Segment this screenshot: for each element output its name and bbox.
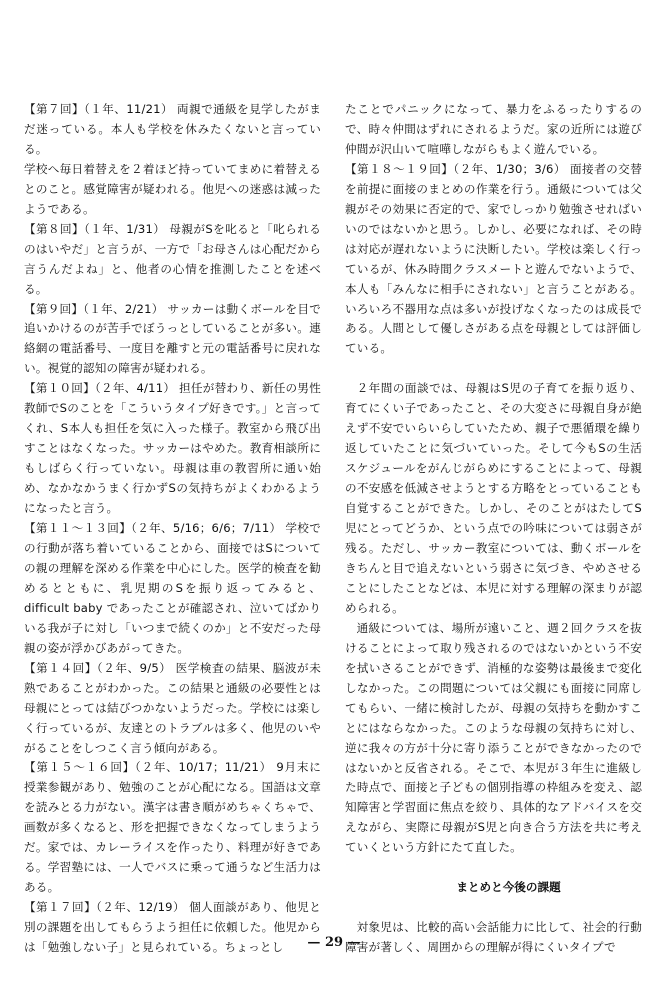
session-14-paragraph: 【第１４回】（２年、9/5） 医学検査の結果、脳波が未熟であることがわかった。この結果と通級の必要性とは母親にとっては結びつかないようだった。学校には楽しく行っているが、友達とのトラブルは多く、他児のいやがることをしつこく言う傾向がある。	[24, 660, 321, 755]
session-7-continued-paragraph: 学校へ毎日着替えを２着ほど持っていてまめに着替えるとのこと。感覚障害が疑われる。他児への迷惑は減ったようである。	[24, 161, 321, 216]
conclusion-paragraph: 対象児は、比較的高い会話能力に比して、社会的行動障害が著しく、周囲からの理解が得にくいタイプで	[345, 920, 642, 955]
spacer	[345, 858, 642, 878]
session-17-continued-paragraph: たことでパニックになって、暴力をふるったりするので、時々仲間はずれにされるようだ。家の近所には遊び仲間が沢山いて喧嘩しながらもよく遊んでいる。	[345, 102, 642, 156]
session-7-paragraph: 【第７回】（１年、11/21） 両親で通級を見学したがまだ迷っている。本人も学校を休みたくないと言っている。	[24, 102, 321, 156]
session-17-paragraph: 【第１７回】（２年、12/19） 個人面談があり、他児と別の課題を出してもらうよう担任に依頼した。他児からは「勉強しない子」と見られている。ちょっとし	[24, 900, 321, 955]
session-15-16-paragraph: 【第１５～１６回】（２年、10/17；11/21） 9月末に授業参観があり、勉強のことが心配になる。国語は文章を読みとる力がない。漢字は書き順がめちゃくちゃで、画数が多くなると、形を把握できなくなってしまうようだ。家では、カレーライスを作ったり、料理が好きである。学習塾には、一人でバスに乗って通うなど生活力はある。	[24, 760, 321, 895]
session-18-19-paragraph: 【第１８～１９回】（２年、1/30；3/6） 面接者の交替を前提に面接のまとめの作業を行う。通級については父親がその効果に否定的で、家でしっかり勉強させればいいのではないかと思う。しかし、必要になれば、その時は対応が遅れないように決断したい。学校は楽しく行っているが、休み時間クラスメートと遊んでないようで、本人も「みんなに相手にされない」と言うことがある。いろいろ不器用な点は多いが投げなくなったのは成長である。人間として優しさがある点を母親としては評価している。	[345, 161, 642, 356]
summary-paragraph-2: 通級については、場所が遠いこと、週２回クラスを抜けることによって取り残されるのではないかという不安を拭いさることができず、消極的な姿勢は最後まで変化しなかった。この問題については父親にも面接に同席してもらい、一緒に検討したが、母親の気持ちを動かすことにはならなかった。このような母親の気持ちに対し、逆に我々の方が十分に寄り添うことができなかったのではないかと反省される。そこで、本児が３年生に進級した時点で、面接と子どもの個別指導の枠組みを変え、認知障害と学習面に焦点を絞り、具体的なアドバイスを交えながら、実際に母親がS児と向き合う方法を共に考えていくという方針にたて直した。	[345, 620, 642, 855]
session-11-13-paragraph: 【第１１～１３回】（２年、5/16；6/6；7/11） 学校での行動が落ち着いていることから、面接ではSについての親の理解を深める作業を中心にした。医学的検査を勧めるとともに、乳児期のSを振り返ってみると、difficult baby であったことが確認され、泣いてばかりいる我が子に対し「いつまで続くのか」と不安だった母親の姿が浮かびあがってきた。	[24, 521, 321, 655]
summary-paragraph-1: ２年間の面談では、母親はS児の子育てを振り返り、育てにくい子であったこと、その大変さに母親自身が絶えず不安でいらいらしていたため、親子で悪循環を繰り返していたことに気づいていった。そして今もSの生活スケジュールをがんじがらめにすることによって、母親の不安感を低減させようとする方略をとっていることも自覚することができた。しかし、そのことがはたしてS児にとってどうか、という点での吟味については弱さが残る。ただし、サッカー教室については、動くボールをきちんと目で追えないという弱さに気づき、やめさせることにしたことなどは、本児に対する理解の深まりが認められる。	[345, 381, 642, 615]
right-column	[345, 100, 642, 958]
session-10-paragraph: 【第１０回】（２年、4/11） 担任が替わり、新任の男性教師でSのことを「こういうタイプ好きです。」と言ってくれ、S本人も担任を気に入った様子。教室から飛び出すことはなくなった。サッカーはやめた。教育相談所にもしばらく行っていない。母親は車の教習所に通い始め、なかなかうまく行かずSの気持ちがよくわかるようになったと言う。	[24, 381, 321, 516]
page-number: — 29 —	[307, 935, 361, 950]
session-9-paragraph: 【第９回】（１年、2/21） サッカーは動くボールを目で追いかけるのが苦手でぼうっとしていることが多い。連絡網の電話番号、一度目を離すと元の電話番号に戻れない。視覚的認知の障害が疑われる。	[24, 301, 321, 376]
spacer	[345, 898, 642, 918]
left-column	[24, 100, 321, 958]
spacer	[345, 359, 642, 379]
session-8-paragraph: 【第８回】（１年、1/31） 母親がSを叱ると「叱られるのはいやだ」と言うが、一方で「お母さんは心配だから言うんだよね」と、他者の心情を推測したことを述べる。	[24, 221, 321, 296]
section-heading: まとめと今後の課題	[456, 880, 561, 895]
